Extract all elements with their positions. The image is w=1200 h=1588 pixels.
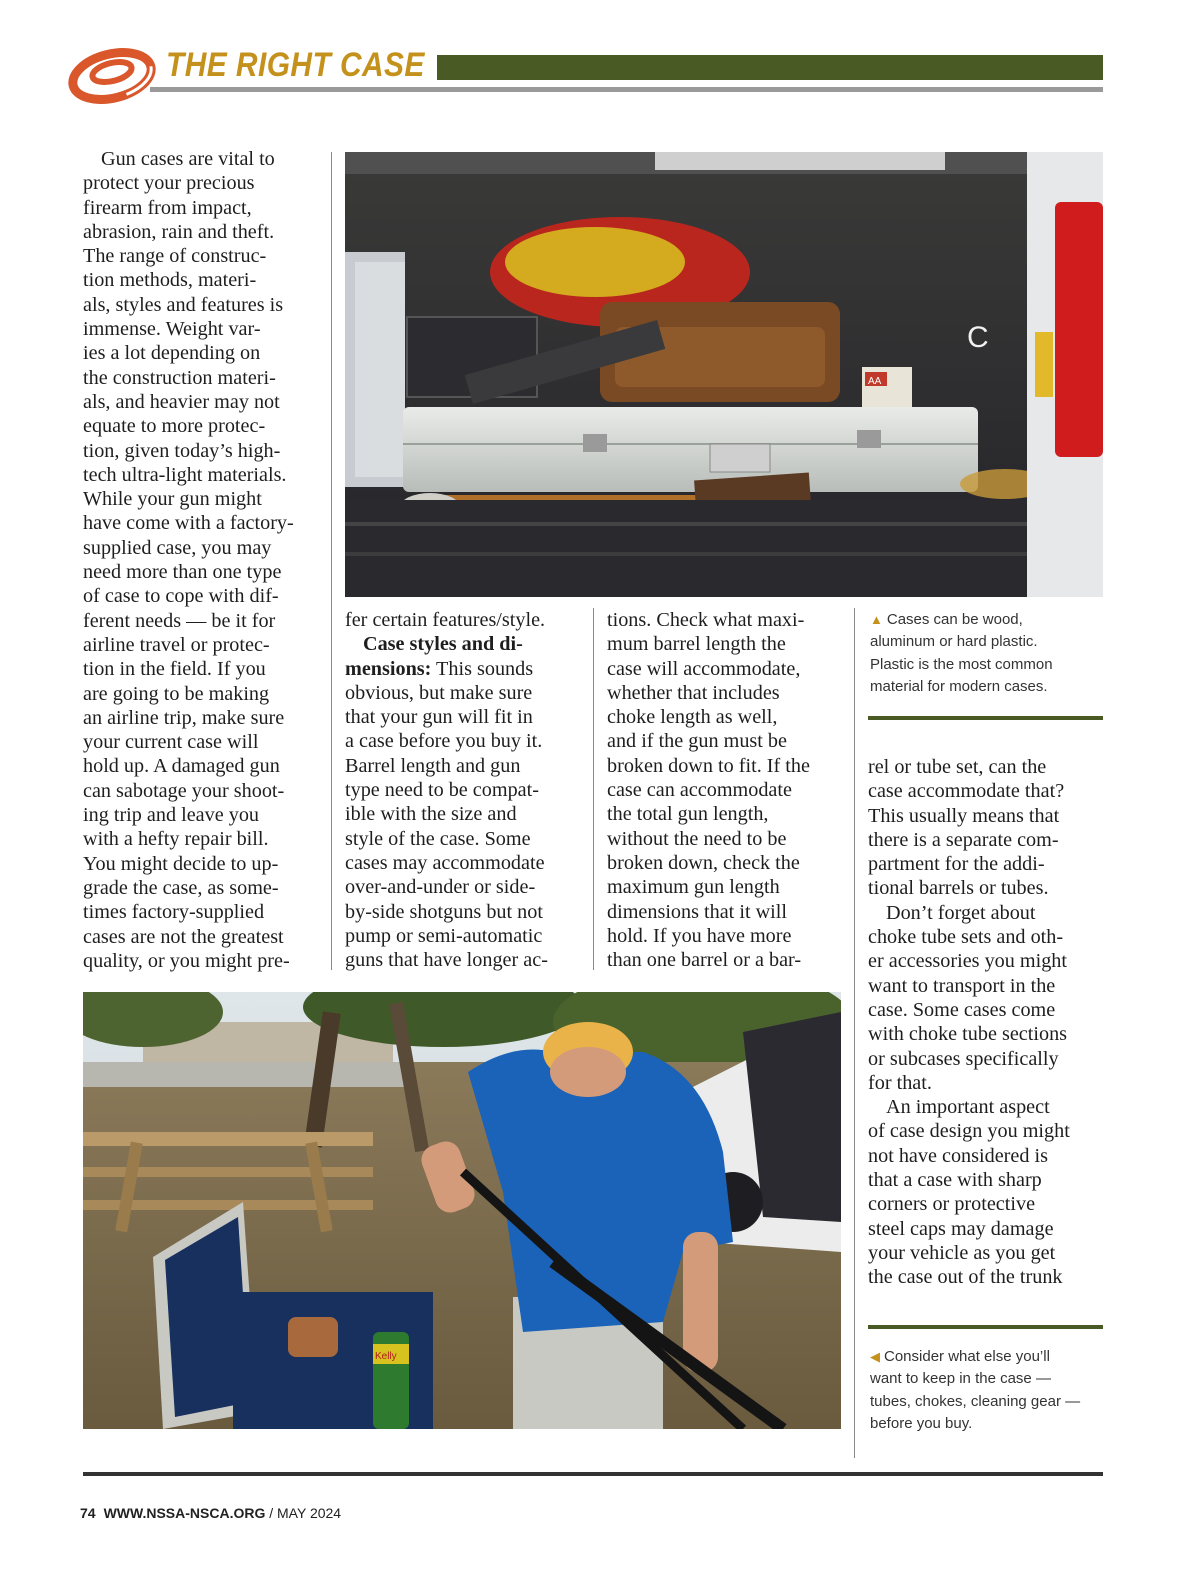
article-line: broken down to fit. If the (607, 754, 810, 777)
article-line: maximum gun length (607, 876, 780, 899)
article-column-3 (607, 608, 810, 972)
article-line: or subcases specifically (868, 1047, 1059, 1070)
article-line: protect your precious (83, 172, 255, 195)
article-line: and if the gun must be (607, 730, 787, 753)
article-line: of case design you might (868, 1120, 1070, 1143)
article-line: ing trip and leave you (83, 804, 260, 827)
article-line: tion in the field. If you (83, 658, 266, 681)
article-line: quality, or you might pre- (83, 949, 290, 972)
article-line: times factory-supplied (83, 901, 265, 924)
truck-bed-with-gun-cases-photo (345, 152, 1103, 597)
article-line: Barrel length and gun (345, 754, 521, 777)
article-line: equate to more protec- (83, 415, 266, 438)
article-line: hold. If you have more (607, 924, 792, 947)
caption-line: before you buy. (870, 1414, 973, 1432)
article-line: supplied case, you may (83, 536, 272, 559)
caption-rule-top (868, 716, 1103, 720)
ammo-box-label: AA (868, 376, 882, 387)
article-line: firearm from impact, (83, 196, 252, 219)
article-line: than one barrel or a bar- (607, 949, 802, 972)
article-line: cases may accommodate (345, 851, 545, 874)
article-line: als, and heavier may not (83, 390, 280, 413)
header-rule (150, 87, 1103, 92)
article-line: your vehicle as you get (868, 1241, 1056, 1264)
caption-line: want to keep in the case — (870, 1370, 1051, 1388)
footer-date: MAY 2024 (277, 1505, 342, 1521)
caption-line: Plastic is the most common (870, 655, 1053, 673)
article-line: an airline trip, make sure (83, 706, 285, 729)
article-line: of case to cope with dif- (83, 585, 279, 608)
article-line: ible with the size and (345, 803, 517, 826)
article-line: can sabotage your shoot- (83, 779, 285, 802)
article-line: mum barrel length the (607, 633, 786, 656)
article-line: a case before you buy it. (345, 730, 543, 753)
article-line: with a hefty repair bill. (83, 828, 269, 851)
caption-line: Cases can be wood, (886, 611, 1023, 628)
article-line: case accommodate that? (868, 780, 1065, 803)
article-line: partment for the addi- (868, 853, 1045, 876)
article-line: hold up. A damaged gun (83, 755, 280, 778)
up-arrow-icon: ▲ (870, 612, 883, 627)
article-line: case can accommodate (607, 779, 792, 802)
footer-separator: / (265, 1505, 278, 1521)
article-line: pump or semi-automatic (345, 924, 543, 947)
article-line: there is a separate com- (868, 828, 1059, 851)
article-line: steel caps may damage (868, 1217, 1054, 1240)
article-line: case will accommodate, (607, 657, 801, 680)
article-line: your current case will (83, 731, 259, 754)
article-line: with choke tube sections (868, 1023, 1068, 1046)
footer-rule (83, 1472, 1103, 1476)
caption-line: Consider what else you’ll (884, 1348, 1050, 1365)
header-bar (437, 55, 1103, 80)
article-line: are going to be making (83, 682, 270, 705)
article-line: tech ultra-light materials. (83, 463, 287, 486)
article-line: als, styles and features is (83, 293, 284, 316)
article-line: An important aspect (886, 1096, 1050, 1119)
article-line: style of the case. Some (345, 827, 531, 850)
article-line: airline travel or protec- (83, 633, 270, 656)
article-line: without the need to be (607, 827, 787, 850)
article-column-4 (868, 755, 1070, 1290)
subheading-text: mensions: (345, 657, 432, 680)
article-line: This usually means that (868, 804, 1060, 827)
article-line: the total gun length, (607, 803, 769, 826)
article-line: Don’t forget about (886, 901, 1036, 924)
article-line: tional barrels or tubes. (868, 877, 1049, 900)
subheading-line (345, 632, 548, 656)
article-line: guns that have longer ac- (345, 949, 548, 972)
footer-url: WWW.NSSA-NSCA.ORG (103, 1505, 266, 1521)
article-line: fer certain features/style. (345, 609, 546, 631)
caption-rule-bottom (868, 1325, 1103, 1329)
page-footer (80, 1505, 341, 1521)
article-line: have come with a factory- (83, 512, 294, 535)
article-line: for that. (868, 1071, 932, 1094)
photo-caption-bottom (870, 1346, 1080, 1435)
subheading-line (345, 657, 548, 681)
column-divider-1 (331, 152, 332, 970)
article-line: tion, given today’s high- (83, 439, 281, 462)
article-line: Gun cases are vital to (101, 148, 275, 170)
article-line: broken down, check the (607, 851, 800, 874)
article-line: type need to be compat- (345, 779, 539, 802)
article-line: er accessories you might (868, 950, 1068, 973)
article-line: by-side shotguns but not (345, 900, 543, 923)
left-arrow-icon: ◀ (870, 1349, 880, 1364)
article-line: want to transport in the (868, 974, 1056, 997)
page-number: 74 (80, 1505, 96, 1521)
caption-line: material for modern cases. (870, 677, 1048, 695)
article-line: You might decide to up- (83, 852, 279, 875)
article-line: the case out of the trunk (868, 1266, 1063, 1289)
article-line: that your gun will fit in (345, 706, 533, 729)
article-line: need more than one type (83, 561, 282, 584)
article-line: choke length as well, (607, 706, 778, 729)
article-line: corners or protective (868, 1193, 1036, 1216)
article-line: cases are not the greatest (83, 925, 284, 948)
article-line: The range of construc- (83, 245, 267, 268)
article-line: ies a lot depending on (83, 342, 261, 365)
spray-can-label: Kelly (375, 1351, 397, 1362)
clay-target-logo-icon (66, 40, 158, 104)
article-line: abrasion, rain and theft. (83, 220, 275, 243)
article-line: obvious, but make sure (345, 681, 533, 704)
article-line: grade the case, as some- (83, 876, 279, 899)
tailgate-letter: C (967, 321, 989, 354)
article-line: While your gun might (83, 488, 262, 511)
article-line: over-and-under or side- (345, 876, 536, 899)
article-line: tion methods, materi- (83, 269, 257, 292)
article-line: immense. Weight var- (83, 318, 261, 341)
column-divider-2 (593, 608, 594, 970)
subheading-text: Case styles and di- (363, 633, 523, 656)
caption-line: tubes, chokes, cleaning gear — (870, 1392, 1081, 1410)
section-title: THE RIGHT CASE (166, 46, 425, 84)
article-line: tions. Check what maxi- (607, 609, 805, 631)
article-column-1 (83, 147, 294, 973)
article-line: ferent needs — be it for (83, 609, 276, 632)
article-line: This sounds (431, 657, 534, 680)
photo-caption-top (870, 609, 1053, 698)
article-line: not have considered is (868, 1144, 1048, 1167)
caption-line: aluminum or hard plastic. (870, 633, 1038, 651)
article-line: choke tube sets and oth- (868, 926, 1064, 949)
article-line: dimensions that it will (607, 900, 788, 923)
article-column-2 (345, 608, 548, 972)
article-line: the construction materi- (83, 366, 276, 389)
article-line: case. Some cases come (868, 998, 1056, 1021)
article-line: that a case with sharp (868, 1169, 1042, 1192)
article-line: whether that includes (607, 681, 780, 704)
article-line: rel or tube set, can the (868, 756, 1047, 778)
man-packing-shotgun-into-case-photo (83, 992, 841, 1429)
column-divider-3 (854, 608, 855, 1458)
